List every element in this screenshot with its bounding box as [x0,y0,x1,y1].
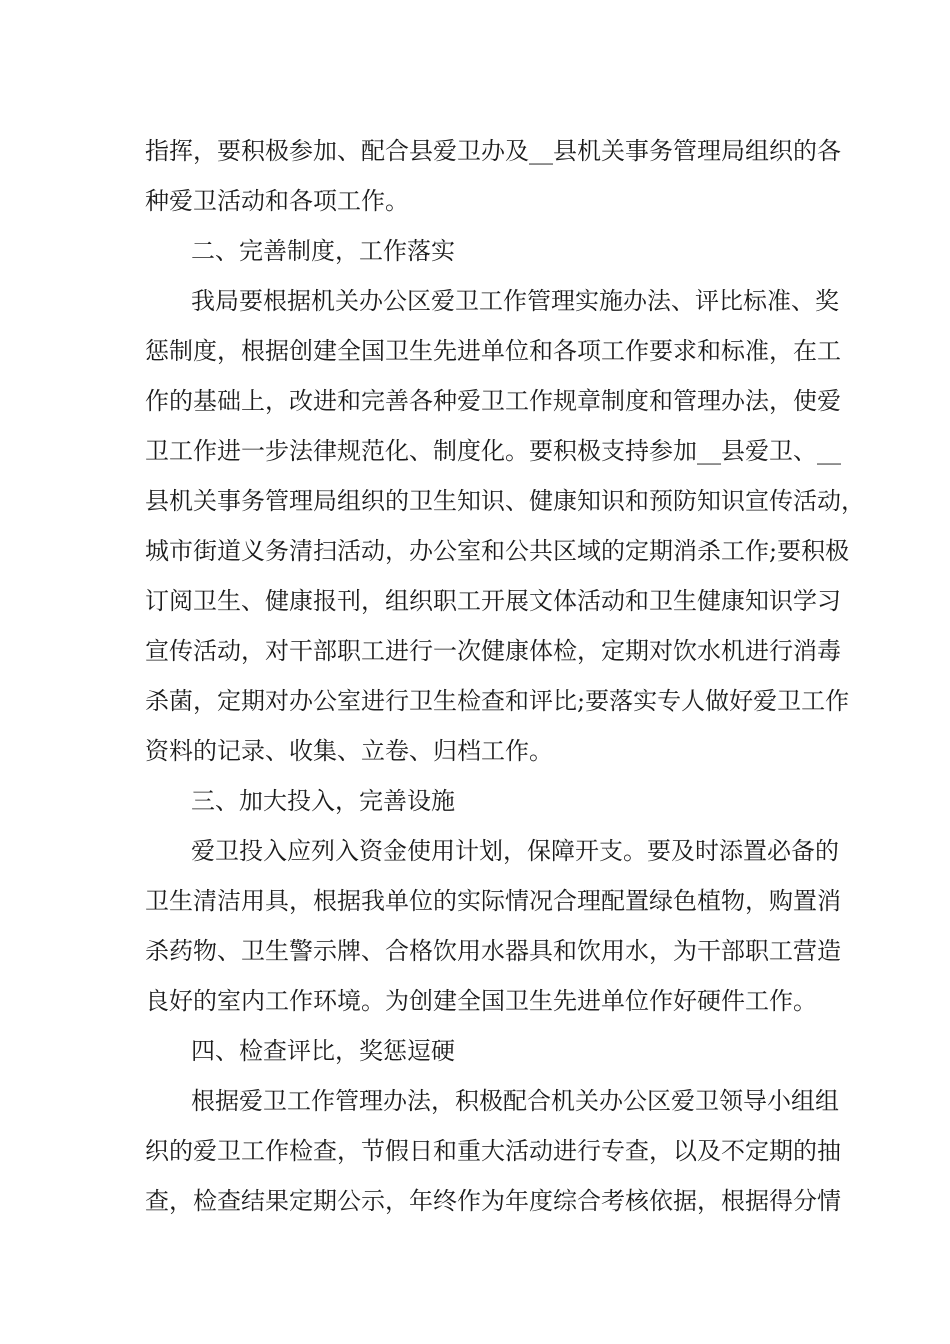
text-line: 杀药物、卫生警示牌、合格饮用水器具和饮用水，为干部职工营造 [145,937,841,965]
text-line: 良好的室内工作环境。为创建全国卫生先进单位作好硬件工作。 [145,987,817,1015]
text-line: 县机关事务管理局组织的卫生知识、健康知识和预防知识宣传活动， [145,487,865,515]
text-line: 卫工作进一步法律规范化、制度化。要积极支持参加__县爱卫、__ [145,437,841,465]
text-line: 宣传活动，对干部职工进行一次健康体检，定期对饮水机进行消毒 [145,637,841,665]
text-line: 订阅卫生、健康报刊，组织职工开展文体活动和卫生健康知识学习 [145,587,841,615]
text-line: 杀菌，定期对办公室进行卫生检查和评比;要落实专人做好爱卫工作 [145,687,850,715]
section-heading: 四、检查评比，奖惩逗硬 [191,1037,455,1065]
text-line: 种爱卫活动和各项工作。 [145,187,409,215]
section-heading: 二、完善制度，工作落实 [191,237,455,265]
paragraph-first-line: 我局要根据机关办公区爱卫工作管理实施办法、评比标准、奖 [191,287,839,315]
section-heading: 三、加大投入，完善设施 [191,787,455,815]
text-line: 指挥，要积极参加、配合县爱卫办及__县机关事务管理局组织的各 [145,137,841,165]
text-line: 作的基础上，改进和完善各种爱卫工作规章制度和管理办法，使爱 [145,387,841,415]
document-body [145,126,865,1226]
paragraph-first-line: 根据爱卫工作管理办法，积极配合机关办公区爱卫领导小组组 [191,1087,839,1115]
text-line: 城市街道义务清扫活动，办公室和公共区域的定期消杀工作;要积极 [145,537,850,565]
text-line: 资料的记录、收集、立卷、归档工作。 [145,737,553,765]
text-line: 惩制度，根据创建全国卫生先进单位和各项工作要求和标准，在工 [145,337,841,365]
text-line: 查，检查结果定期公示，年终作为年度综合考核依据，根据得分情 [145,1187,841,1215]
text-line: 卫生清洁用具，根据我单位的实际情况合理配置绿色植物，购置消 [145,887,841,915]
text-line: 织的爱卫工作检查，节假日和重大活动进行专查，以及不定期的抽 [145,1137,841,1165]
paragraph-first-line: 爱卫投入应列入资金使用计划，保障开支。要及时添置必备的 [191,837,839,865]
